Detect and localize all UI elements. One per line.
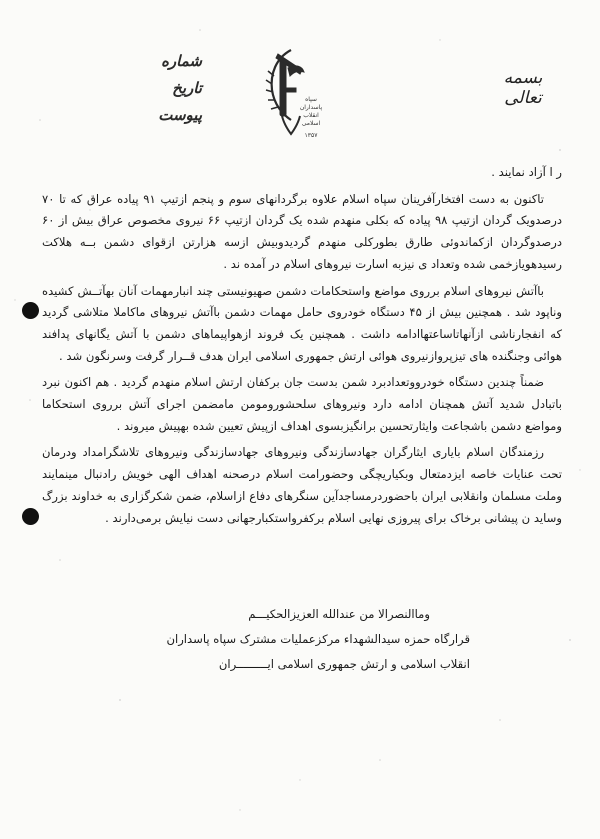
letter-header-fields [92, 48, 202, 129]
letter-paragraph: ضمناً چندین دستگاه خودرووتعدادبرد شمن بدست جان برکفان ارتش اسلام منهدم گردید . هم اکنون نبرد باتبادل شدید آتش همچنان ادامه دارد ونیروهای سلحشورومومن مامضمن اجرای آتش برروی استحکاما ومواضع دشمن باشجاعت وایثارتحسین برانگیزبسوی اهداف ازپیش تعیین شده بهپیش میروند . [42, 375, 562, 433]
emblem-caption-line: پاسداران [299, 104, 323, 111]
emblem-caption [294, 96, 328, 140]
letter-closing [60, 602, 470, 677]
date-label: تاریخ [172, 79, 202, 97]
invocation-heading: بسمه تعالی [503, 68, 543, 108]
emblem-year: ۱۳۵۷ [304, 132, 318, 139]
punch-hole [22, 302, 39, 319]
letter-body [42, 162, 562, 534]
letter-paragraph: باآتش نیروهای اسلام برروی مواضع واستحکامات دشمن صهیونیستی چند انبارمهمات آنان بهآتــش کشیده وناپود شد . همچنین بیش از ۴۵ دستگاه خودروی حامل مهمات دشمن باآتش نیروهای ماکاملا متلاشی گردید که انفجارناشی ازآنهاتاساعتهاادامه داشت . همچنین یک فروند ازهواپیماهای دشمن با آتش یگانهای پدافند هوائی وجنگنده های تیزپروازنیروی هوائی ارتش جمهوری اسلامی ایران هدف قــرار گرفت وسرنگون شد . [42, 283, 562, 363]
attachment-label: پیوست [158, 106, 202, 124]
signature-line: قرارگاه حمزه سیدالشهداء مرکزعملیات مشترک سپاه پاسداران [166, 632, 470, 646]
signature-line: انقلاب اسلامی و ارتش جمهوری اسلامی ایـــــــــران [218, 657, 470, 671]
emblem-caption-line: سپاه [305, 96, 317, 103]
letter-paragraph: رزمندگان اسلام بایاری ایثارگران جهادسازندگی ونیروهای جهادسازندگی ونیروهای تلاشگرامداد ودرمان تحت عنایات خاصه ایزدمتعال وبکیاریچگی وحضورامت اسلام درصحنه اهداف الهی خویش رادنبال مینمایند وملت مسلمان وانقلابی ایران باحضوردرمساجدآین سنگرهای دفاع ازاسلام، ضمن شکرگزاری به خداوند بزرگ وساید ن پیشانی برخاک برای پیروزی نهایی اسلام برکفرواستکبارجهانی دست نیایش برمی‌دارند . [42, 445, 562, 525]
letter-paragraph: تاکنون به دست افتخارآفرینان سپاه اسلام علاوه برگردانهای سوم و پنجم ازتیپ ۹۱ پیاده عراق که تا ۷۰ درصدویک گردان ازتیپ ۹۸ پیاده که بکلی منهدم شده یک گردان ازتیپ ۶۶ نیروی مخصوص عراق بیش از ۶۰ درصدوگردان ازکماندوئی طارق بطورکلی منهدم گردیدوبیش ازسه هزارتن ازقوای دشمن بــه هلاکت رسیدهویازخمی شده وتعداد ی نیزبه اسارت نیروهای اسلام در آمده ند . [42, 191, 562, 271]
letter-paragraph: ر ا آزاد نمایند . [491, 165, 562, 179]
emblem-caption-line: اسلامی [301, 120, 321, 127]
closing-verse: وماالنصرالا من عندالله العزیزالحکیـــم [248, 607, 430, 621]
emblem-caption-line: انقلاب [303, 112, 319, 119]
punch-hole [22, 508, 39, 525]
number-label: شماره [161, 52, 202, 70]
